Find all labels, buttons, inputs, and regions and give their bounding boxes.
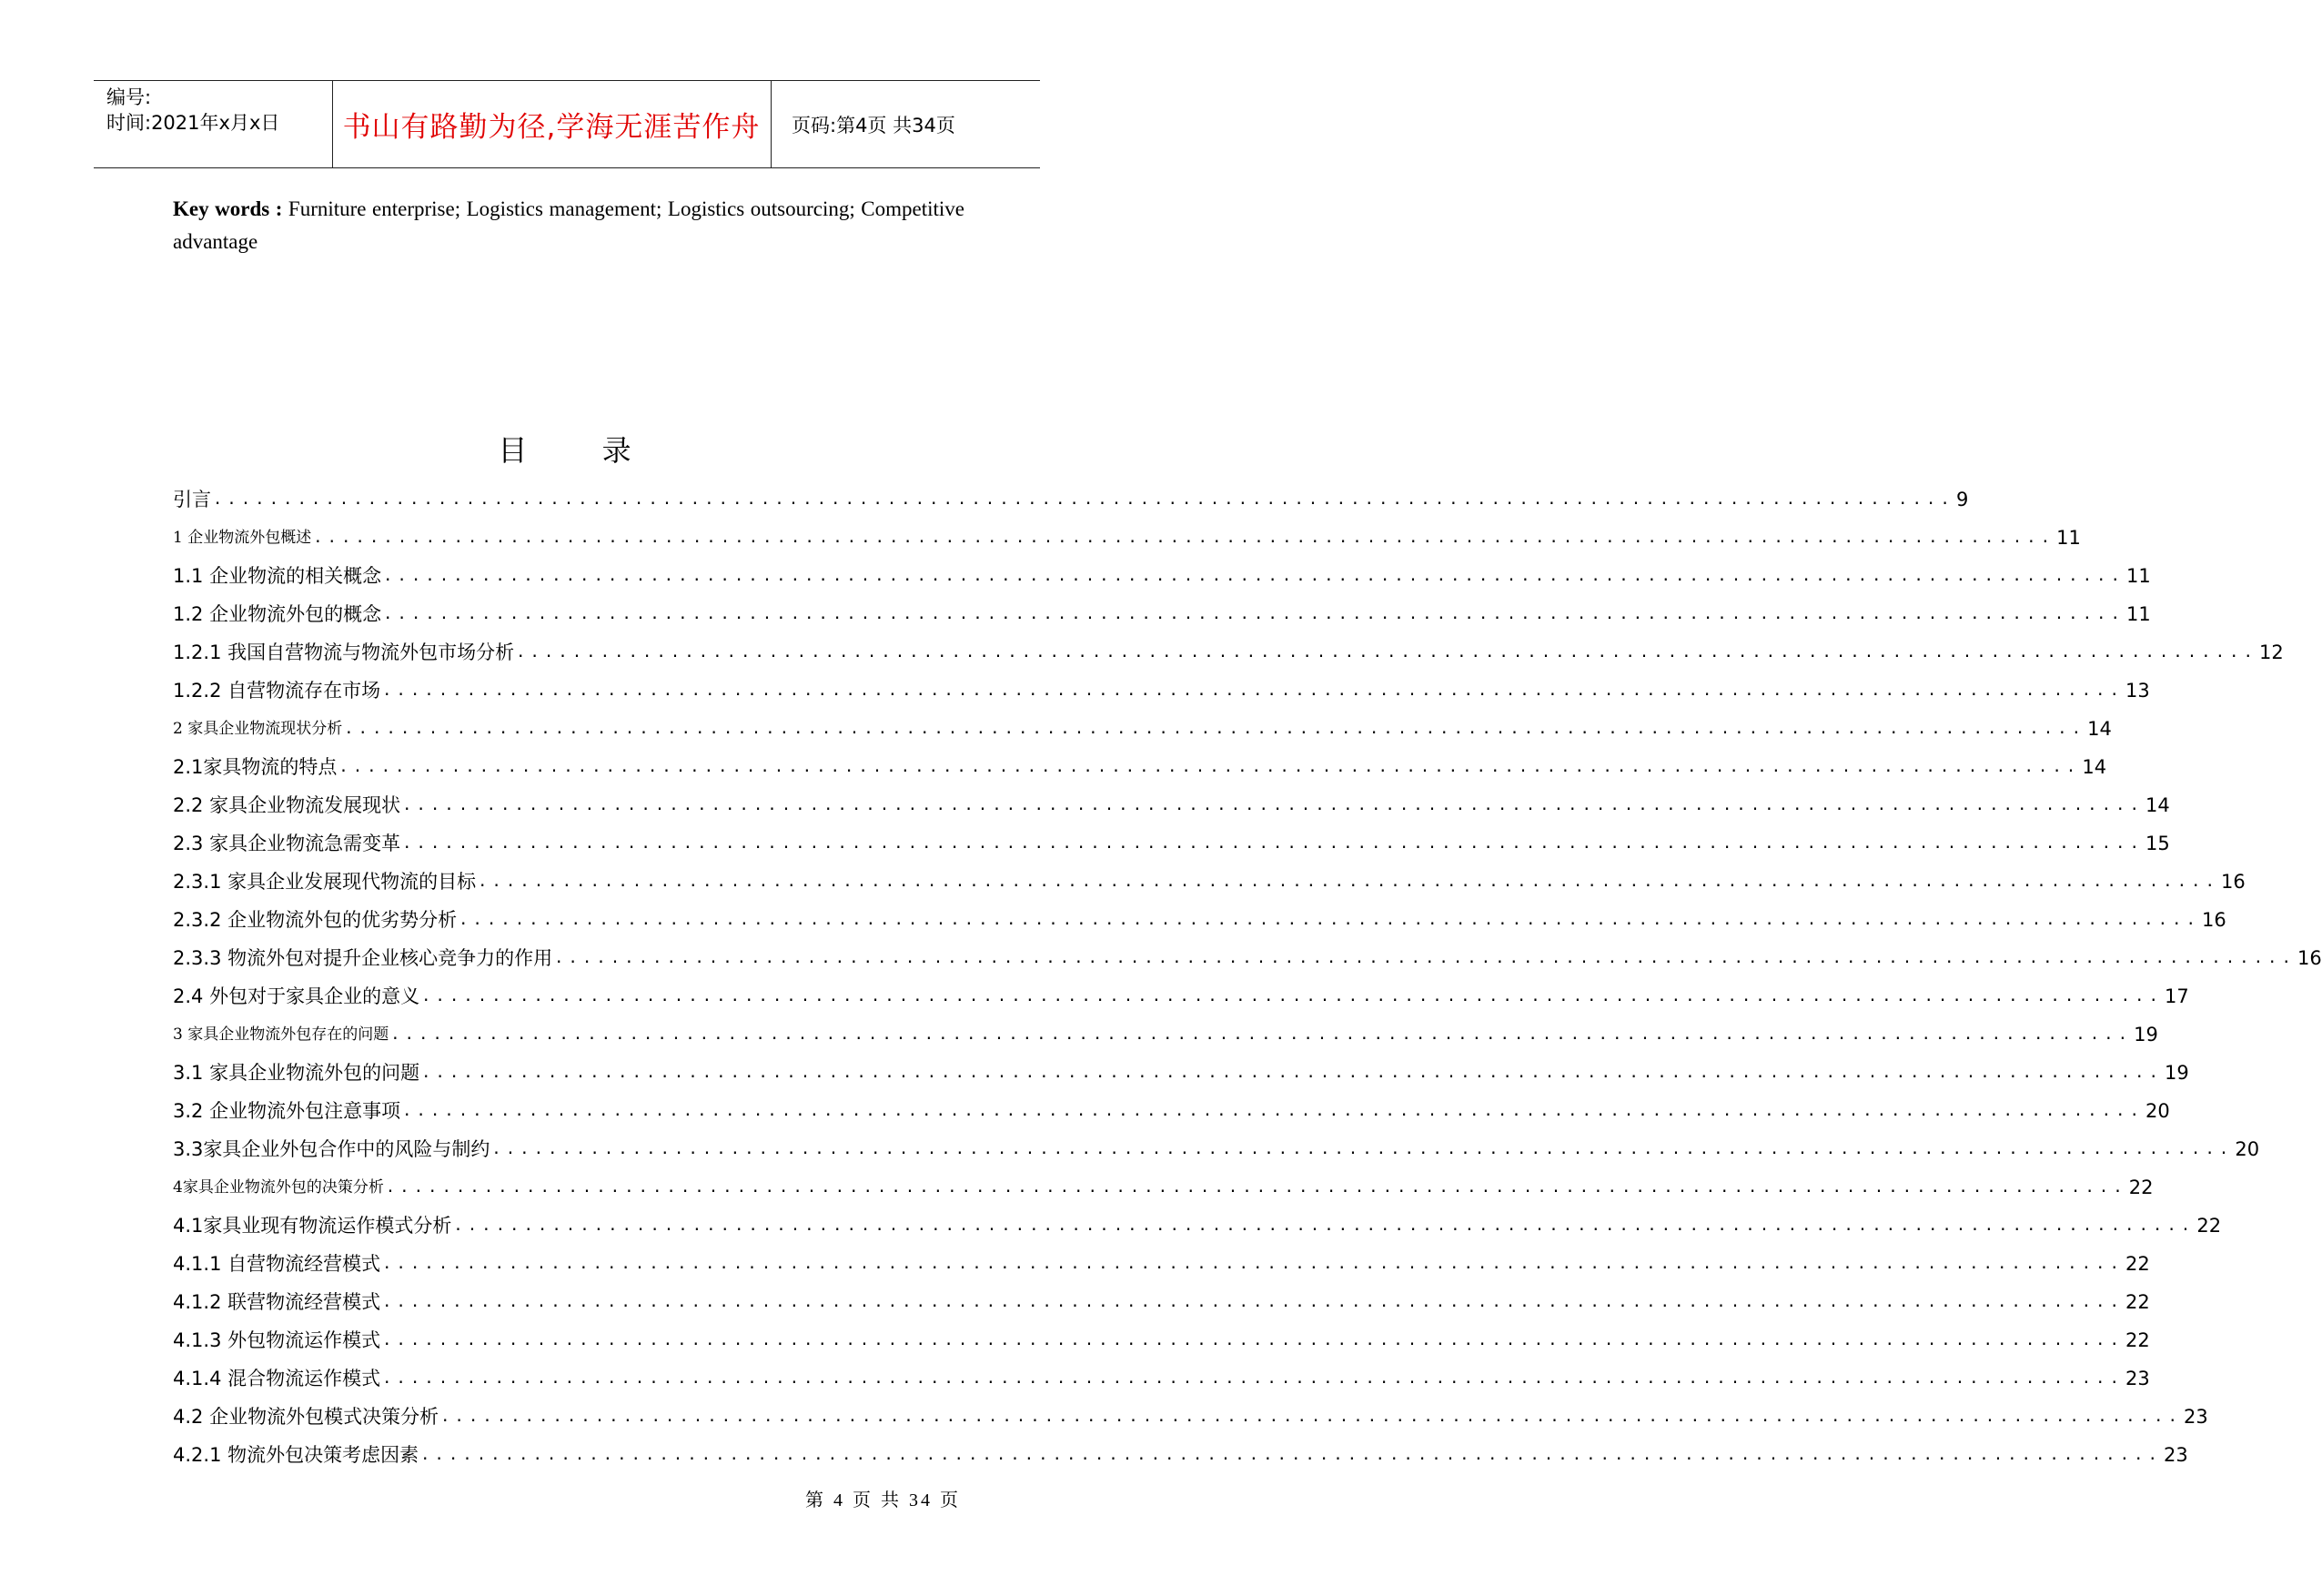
toc-entry-label: 1.2.2 自营物流存在市场 <box>173 680 381 702</box>
toc-leader-dots: ............................................................................................................................ <box>554 949 2297 967</box>
toc-entry-label: 4.1.2 联营物流经营模式 <box>173 1291 381 1313</box>
toc-entry[interactable] <box>173 857 2246 895</box>
toc-entry[interactable] <box>173 1354 2150 1392</box>
toc-leader-dots: ............................................................................................................................ <box>421 987 2164 1005</box>
toc-entry-page: 17 <box>2165 985 2189 1007</box>
toc-entry-label: 1.2.1 我国自营物流与物流外包市场分析 <box>173 641 515 663</box>
toc-entry[interactable] <box>173 551 2151 590</box>
toc-entry[interactable] <box>173 1010 2158 1048</box>
toc-entry-label: 引言 <box>173 489 211 510</box>
toc-leader-dots: ............................................................................................................................ <box>421 1064 2164 1082</box>
toc-entry-page: 20 <box>2145 1100 2170 1122</box>
toc-entry[interactable] <box>173 475 1969 513</box>
toc-entry-label: 3 家具企业物流外包存在的问题 <box>173 1025 389 1044</box>
toc-leader-dots: ............................................................................................................................ <box>344 720 2086 738</box>
toc-entry-label: 4.1家具业现有物流运作模式分析 <box>173 1215 452 1237</box>
toc-entry[interactable] <box>173 1278 2150 1316</box>
toc-entry[interactable] <box>173 1316 2150 1354</box>
header-motto: 书山有路勤为径,学海无涯苦作舟 <box>342 111 761 144</box>
toc-entry-page: 22 <box>2125 1329 2150 1351</box>
toc-entry-page: 23 <box>2164 1444 2188 1466</box>
header-divider <box>771 81 772 167</box>
toc-entry-page: 23 <box>2184 1406 2208 1428</box>
serial-number-label: 编号: <box>106 86 152 108</box>
toc-entry-page: 13 <box>2125 680 2150 702</box>
toc-entry-page: 9 <box>1955 489 1969 510</box>
header-meta <box>106 85 279 136</box>
toc-entry-page: 11 <box>2056 527 2081 549</box>
toc-entry[interactable] <box>173 704 2112 742</box>
toc-entry-page: 14 <box>2145 794 2170 816</box>
toc-entry[interactable] <box>173 742 2107 781</box>
toc-entry-page: 16 <box>2221 871 2246 893</box>
toc-entry[interactable] <box>173 1239 2150 1278</box>
toc-title: 目 录 <box>498 433 664 468</box>
toc-entry-label: 1.1 企业物流的相关概念 <box>173 565 382 587</box>
toc-entry[interactable] <box>173 513 2081 551</box>
toc-entry-page: 12 <box>2259 641 2284 663</box>
toc-leader-dots: ............................................................................................................................ <box>491 1140 2234 1158</box>
toc-leader-dots: ............................................................................................................................ <box>382 1369 2125 1388</box>
toc-entry-label: 3.3家具企业外包合作中的风险与制约 <box>173 1138 490 1160</box>
toc-leader-dots: ............................................................................................................................ <box>313 529 2055 547</box>
toc-entry[interactable] <box>173 666 2150 704</box>
toc-entry-label: 3.1 家具企业物流外包的问题 <box>173 1062 420 1084</box>
toc-entry[interactable] <box>173 628 2284 666</box>
toc-entry-label: 2.3.2 企业物流外包的优劣势分析 <box>173 909 458 931</box>
toc-entry-page: 16 <box>2297 947 2322 969</box>
toc-entry[interactable] <box>173 972 2189 1010</box>
toc-leader-dots: ............................................................................................................................ <box>390 1025 2133 1044</box>
toc-entry-label: 4.2 企业物流外包模式决策分析 <box>173 1406 439 1428</box>
toc-leader-dots: ............................................................................................................................ <box>402 834 2145 853</box>
toc-leader-dots: ............................................................................................................................ <box>516 643 2258 662</box>
toc-entry-page: 19 <box>2165 1062 2189 1084</box>
toc-entry-label: 3.2 企业物流外包注意事项 <box>173 1100 401 1122</box>
toc-entry-label: 2.1家具物流的特点 <box>173 756 338 778</box>
toc-entry-page: 22 <box>2125 1253 2150 1275</box>
toc-leader-dots: ............................................................................................................................ <box>382 1293 2125 1311</box>
toc-leader-dots: ............................................................................................................................ <box>383 605 2125 623</box>
toc-entry[interactable] <box>173 1201 2222 1239</box>
toc-leader-dots: ............................................................................................................................ <box>382 1331 2125 1349</box>
toc-leader-dots: ............................................................................................................................ <box>453 1217 2196 1235</box>
toc-entry[interactable] <box>173 1086 2170 1125</box>
toc-entry-page: 11 <box>2126 565 2151 587</box>
toc-leader-dots: ............................................................................................................................ <box>420 1446 2163 1464</box>
toc-entry[interactable] <box>173 1430 2188 1469</box>
toc-leader-dots: ............................................................................................................................ <box>402 1102 2145 1120</box>
toc-entry-page: 19 <box>2134 1024 2158 1045</box>
toc-entry[interactable] <box>173 1392 2208 1430</box>
footer-page-number: 第 4 页 共 34 页 <box>805 1490 961 1510</box>
toc-entry-label: 2.4 外包对于家具企业的意义 <box>173 985 420 1007</box>
toc-entry[interactable] <box>173 934 2322 972</box>
toc-entry[interactable] <box>173 1125 2260 1163</box>
toc-leader-dots: ............................................................................................................................ <box>402 796 2145 814</box>
toc-entry-label: 4.1.3 外包物流运作模式 <box>173 1329 381 1351</box>
toc-entry-page: 23 <box>2125 1368 2150 1389</box>
toc-entry-label: 4.1.4 混合物流运作模式 <box>173 1368 381 1389</box>
toc-entry[interactable] <box>173 781 2170 819</box>
toc-entry[interactable] <box>173 895 2226 934</box>
toc-entry-label: 2 家具企业物流现状分析 <box>173 720 343 738</box>
toc-leader-dots: ............................................................................................................................ <box>382 682 2125 700</box>
toc-leader-dots: ............................................................................................................................ <box>213 490 1954 509</box>
toc-entry-label: 2.3.3 物流外包对提升企业核心竞争力的作用 <box>173 947 553 969</box>
toc-entry-page: 22 <box>2196 1215 2222 1237</box>
toc-entry-page: 22 <box>2128 1177 2154 1198</box>
toc-entry-label: 2.2 家具企业物流发展现状 <box>173 794 401 816</box>
toc-entry-page: 20 <box>2235 1138 2260 1160</box>
table-of-contents <box>173 475 2322 1469</box>
toc-entry-label: 1.2 企业物流外包的概念 <box>173 603 382 625</box>
toc-leader-dots: ............................................................................................................................ <box>459 911 2201 929</box>
toc-leader-dots: ............................................................................................................................ <box>338 758 2081 776</box>
toc-entry-label: 4家具企业物流外包的决策分析 <box>173 1178 384 1197</box>
toc-entry-page: 14 <box>2082 756 2107 778</box>
toc-leader-dots: ............................................................................................................................ <box>385 1178 2127 1197</box>
toc-entry-label: 4.2.1 物流外包决策考虑因素 <box>173 1444 419 1466</box>
keywords-paragraph <box>173 193 964 258</box>
toc-entry-page: 15 <box>2145 833 2170 854</box>
toc-leader-dots: ............................................................................................................................ <box>478 873 2220 891</box>
toc-leader-dots: ............................................................................................................................ <box>440 1408 2183 1426</box>
time-label: 时间:2021年x月x日 <box>106 112 280 134</box>
toc-entry[interactable] <box>173 590 2151 628</box>
keywords-text: Furniture enterprise; Logistics management; Logistics outsourcing; Competitive advantage <box>173 197 964 253</box>
toc-entry-page: 14 <box>2087 718 2112 740</box>
toc-entry-page: 22 <box>2125 1291 2150 1313</box>
toc-entry[interactable] <box>173 819 2170 857</box>
toc-entry-label: 4.1.1 自营物流经营模式 <box>173 1253 381 1275</box>
header-page-number: 页码:第4页 共34页 <box>792 114 955 136</box>
keywords-label: Key words : <box>173 197 283 220</box>
toc-entry-label: 2.3 家具企业物流急需变革 <box>173 833 401 854</box>
toc-entry-label: 1 企业物流外包概述 <box>173 529 312 547</box>
toc-entry-label: 2.3.1 家具企业发展现代物流的目标 <box>173 871 477 893</box>
toc-entry-page: 11 <box>2126 603 2151 625</box>
toc-entry[interactable] <box>173 1048 2189 1086</box>
toc-leader-dots: ............................................................................................................................ <box>383 567 2125 585</box>
toc-leader-dots: ............................................................................................................................ <box>382 1255 2125 1273</box>
toc-entry[interactable] <box>173 1163 2154 1201</box>
toc-entry-page: 16 <box>2202 909 2226 931</box>
page-header <box>94 80 1040 168</box>
